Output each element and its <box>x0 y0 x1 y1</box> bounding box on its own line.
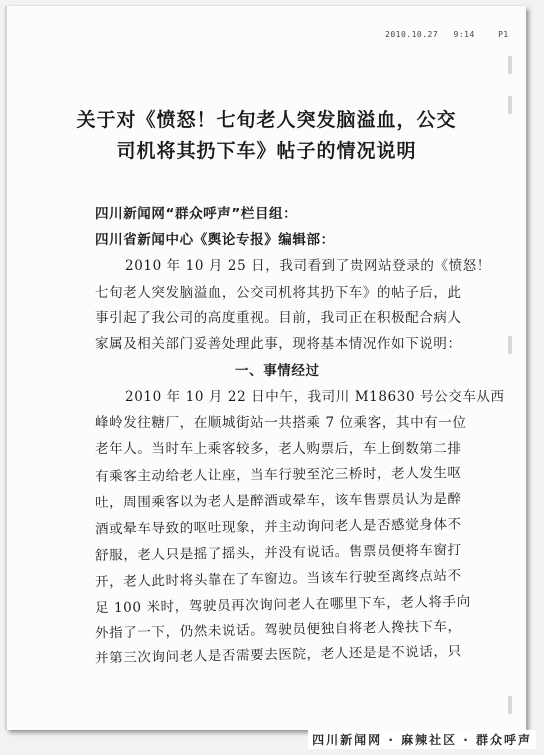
paragraph2-line: 并第三次询问老人是否需要去医院，老人还是是不说话，只 <box>94 643 462 667</box>
scan-edge-mark <box>508 96 512 114</box>
paragraph1-line: 2010 年 10 月 25 日，我司看到了贵网站登录的《愤怒！ <box>125 258 491 274</box>
document-title-line-2: 司机将其扔下车》帖子的情况说明 <box>116 140 417 162</box>
scan-edge-mark <box>508 56 512 74</box>
paragraph2-line: 老年人。当时车上乘客较多，老人购票后，车上倒数第二排 <box>95 441 462 457</box>
paragraph2-line: 有乘客主动给老人让座，当车行驶至沱三桥时，老人发生呕 <box>94 465 462 485</box>
addressee-2: 四川省新闻中心《舆论专报》编辑部： <box>95 232 335 248</box>
addressee-1: 四川新闻网“群众呼声”栏目组： <box>95 206 298 222</box>
paragraph1-line: 家属及相关部门妥善处理此事，现将基本情况作如下说明： <box>95 336 462 352</box>
fax-page: P1 <box>498 30 509 39</box>
section-heading: 一、事情经过 <box>235 363 320 379</box>
scan-edge-mark <box>508 696 512 714</box>
paragraph2-line: 足 100 米时，驾驶员再次询问老人在哪里下车，老人将手向 <box>94 593 471 617</box>
fax-time: 9:14 <box>453 30 475 39</box>
scan-edge-mark <box>508 336 512 354</box>
document-title-line-1: 关于对《愤怒！七旬老人突发脑溢血，公交 <box>76 109 457 131</box>
document-page <box>6 6 526 730</box>
fax-header <box>385 30 519 39</box>
paragraph2-line: 酒或晕车导致的呕吐现象，并主动询问老人是否感觉身体不 <box>94 516 462 538</box>
paragraph2-line: 外指了一下，仍然未说话。驾驶员便独自将老人搀扶下车， <box>94 618 462 642</box>
paragraph2-line: 开，老人此时将头靠在了车窗边。当该车行驶至离终点站不 <box>94 567 462 591</box>
paragraph2-line: 2010 年 10 月 22 日中午，我司川 M18630 号公交车从西 <box>125 389 505 405</box>
paragraph2-line: 峰岭发往糖厂，在顺城街站一共搭乘 7 位乘客，其中有一位 <box>95 415 467 431</box>
paragraph2-line: 吐，周围乘客以为老人是醉酒或晕车，该车售票员认为是醉 <box>94 491 462 511</box>
paragraph1-line: 七旬老人突发脑溢血，公交司机将其扔下车》的帖子后，此 <box>95 285 462 301</box>
paragraph2-line: 舒服，老人只是摇了摇头，并没有说话。售票员便将车窗打 <box>94 542 462 564</box>
fax-date: 2010.10.27 <box>385 30 439 39</box>
site-watermark: 四川新闻网 · 麻辣社区 · 群众呼声 <box>308 730 536 749</box>
paragraph1-line: 事引起了我公司的高度重视。目前，我司正在积极配合病人 <box>95 310 462 326</box>
